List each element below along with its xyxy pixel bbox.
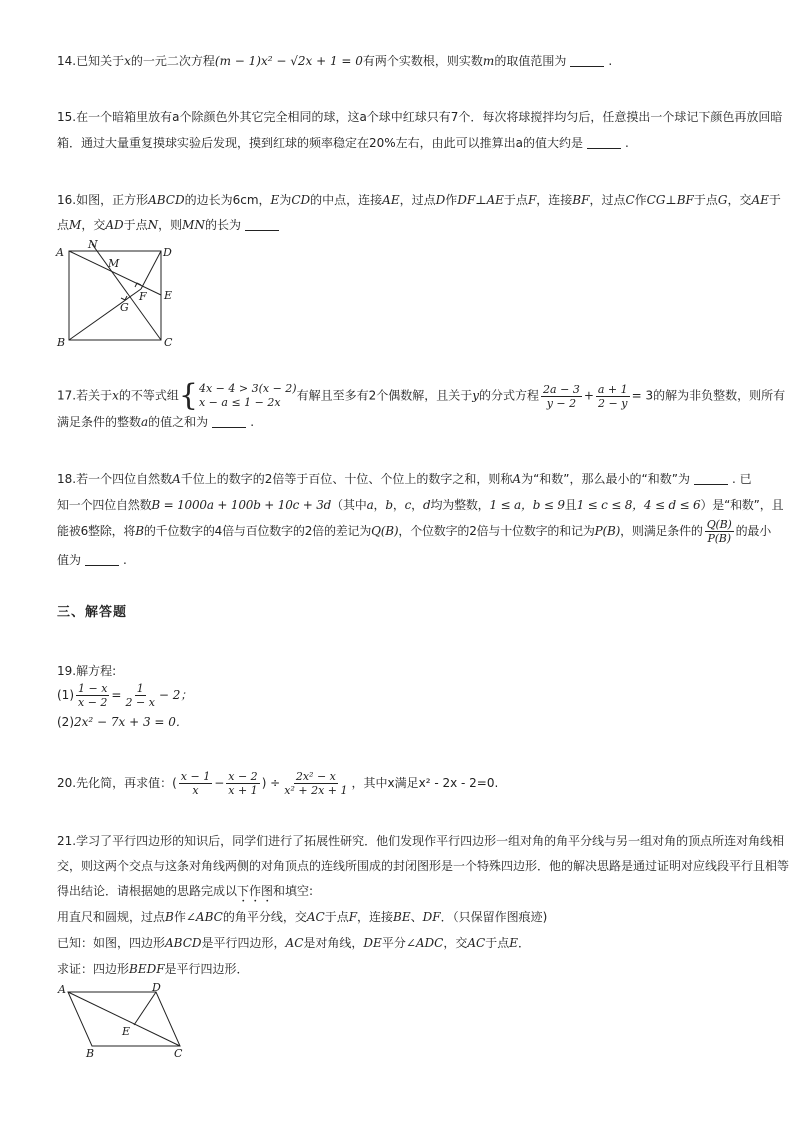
text: 有解且至多有2个偶数解，且关于	[296, 388, 473, 403]
text: 是对角线，	[303, 936, 364, 950]
text: 17.若关于	[57, 388, 113, 403]
var: P(B)	[594, 524, 621, 538]
segment-df	[141, 251, 161, 289]
text: .	[123, 553, 127, 567]
question-19-part1	[57, 680, 192, 710]
question-18-line3	[57, 515, 771, 547]
text: 的一元二次方程	[130, 54, 215, 68]
text: 有两个实数根，则实数	[362, 54, 483, 68]
var: c	[404, 498, 412, 512]
text: 的长为	[204, 218, 241, 232]
row: x − a ≤ 1 − 2x	[198, 396, 281, 409]
var: ABCD	[148, 193, 185, 207]
text: 能被6整除，将	[57, 524, 136, 538]
text: 于点	[324, 910, 349, 924]
text: 16.如图，正方形	[57, 193, 149, 207]
label-d: D	[152, 981, 161, 994]
text: 的千位数字的4倍与百位数字的2倍的差记为	[143, 524, 372, 538]
square-figure	[54, 238, 184, 350]
var: A	[512, 472, 522, 486]
text: 20.先化简，再求值：(	[57, 776, 177, 790]
question-21-line1: 21.学习了平行四边形的知识后，同学们进行了拓展性研究．他们发现作平行四边形一组对角的角平分线与另一组对角的顶点所连对角线相	[57, 834, 785, 848]
numerator: 1 − x	[78, 682, 108, 695]
fraction-q-over-p	[705, 518, 734, 545]
text: ，连接	[357, 910, 394, 924]
text: ．	[518, 936, 531, 950]
label-d: D	[163, 246, 172, 259]
label-a: A	[58, 983, 66, 996]
denominator: 2 − y	[598, 396, 628, 410]
text: 均为整数，	[430, 498, 490, 512]
text: 的分式方程	[479, 388, 540, 403]
var: D	[435, 193, 446, 207]
text: 知一个四位自然数	[57, 498, 152, 512]
fraction	[179, 770, 212, 797]
denominator: x + 1	[228, 784, 258, 797]
var: AC	[285, 936, 304, 950]
text: 于点	[503, 193, 528, 207]
equation: 2x² − 7x + 3 = 0．	[74, 715, 188, 729]
question-14	[57, 52, 612, 70]
question-17-line1	[57, 378, 786, 413]
text: ，其中x满足x² - 2x - 2=0.	[351, 776, 499, 790]
right-angle-f	[135, 283, 141, 287]
fraction	[541, 383, 582, 410]
var: CD	[291, 193, 311, 207]
text: 是平行四边形，	[201, 936, 286, 950]
text: 千位上的数字的2倍等于百位、十位、个位上的数字之和，则称	[180, 472, 513, 486]
inequality-system	[178, 378, 297, 413]
label-m: M	[108, 257, 120, 270]
question-15-line2	[57, 134, 629, 152]
question-21-line2: 交，则这两个交点与这条对角线两侧的对角顶点的连线所围成的封闭图形是一个特殊四边形．他的解决思路是通过证明对应线段平行且相等	[57, 859, 790, 873]
answer-blank[interactable]	[212, 415, 246, 428]
text: ，连接	[536, 193, 573, 207]
var: E	[270, 193, 280, 207]
var: x	[112, 388, 119, 403]
answer-blank[interactable]	[245, 218, 279, 231]
numerator: 1	[136, 682, 144, 695]
answer-blank[interactable]	[570, 54, 604, 67]
var: BF	[572, 193, 590, 207]
text: 为“和数”，那么最小的“和数”为	[521, 472, 690, 486]
fraction	[76, 682, 109, 709]
var: 1 ≤ a，b ≤ 9	[489, 498, 565, 512]
text: − 2；	[158, 688, 193, 702]
numerator: 2x² − x	[295, 770, 336, 783]
text: 的取值范围为	[494, 54, 567, 68]
var: x	[124, 54, 131, 68]
brace-glyph: {	[178, 378, 198, 413]
text: 平分	[381, 936, 406, 950]
question-15-line1: 15.在一个暗箱里放有a个除颜色外其它完全相同的球，这a个球中红球只有7个．每次将球搅拌均匀后，任意摸出一个球记下颜色再放回暗	[57, 110, 783, 124]
text: 于点	[485, 936, 510, 950]
text: 求证：四边形	[57, 962, 130, 976]
text: 作	[634, 193, 647, 207]
fraction	[282, 770, 349, 797]
question-21-line3	[57, 882, 313, 905]
text: 14.已知关于	[57, 54, 125, 68]
question-21-line5	[57, 934, 530, 952]
text: ，交	[443, 936, 468, 950]
segment-cn	[92, 244, 161, 340]
var: N	[147, 218, 159, 232]
text: 是平行四边形．	[164, 962, 249, 976]
var: AE	[751, 193, 769, 207]
text: 、	[410, 910, 423, 924]
var: G	[717, 193, 728, 207]
segment-de	[134, 992, 156, 1025]
question-20	[57, 767, 498, 799]
text: ）是“和数”，且	[700, 498, 784, 512]
text: 于	[768, 193, 781, 207]
text: 满足条件的整数	[57, 415, 142, 429]
var: B	[165, 910, 174, 924]
text: 的中点，连接	[310, 193, 383, 207]
text: ，过点	[399, 193, 436, 207]
parallelogram-figure	[54, 980, 194, 1062]
label-a: A	[56, 246, 64, 259]
var: E	[509, 936, 519, 950]
text: 作	[173, 910, 186, 924]
row: 4x − 4 > 3(x − 2)	[198, 382, 297, 395]
var: C	[625, 193, 635, 207]
text: ．（只保留作图痕迹)	[440, 910, 548, 924]
text: ，	[373, 498, 386, 512]
label-e: E	[164, 289, 173, 302]
question-16-line2	[57, 216, 283, 234]
equation: (m − 1)x² − √2x + 1 = 0	[214, 54, 363, 68]
text: ，	[411, 498, 423, 512]
question-19-title: 19.解方程:	[57, 664, 117, 678]
var: MN	[182, 218, 205, 232]
var: AC	[467, 936, 486, 950]
var: b	[385, 498, 393, 512]
text: ，过点	[589, 193, 626, 207]
text: 和填空:	[273, 884, 314, 898]
var: ∠ADC	[405, 936, 444, 950]
var: d	[422, 498, 431, 512]
text: (2)	[57, 715, 74, 729]
text: .	[250, 415, 255, 429]
text: 用直尺和圆规，过点	[57, 910, 166, 924]
operator: =	[111, 688, 122, 702]
text: 的边长为6cm，	[184, 193, 271, 207]
var: M	[69, 218, 82, 232]
text: 的值之和为	[148, 415, 209, 429]
fraction	[226, 770, 259, 797]
text: 为	[279, 193, 292, 207]
var: Q(B)	[371, 524, 399, 538]
var: a	[141, 415, 149, 429]
var: a	[366, 498, 374, 512]
var: AC	[306, 910, 325, 924]
operator: −	[214, 776, 225, 790]
text: ，交	[727, 193, 752, 207]
text: ，个位数字的2倍与十位数字的和记为	[398, 524, 595, 538]
var: DF⊥AE	[457, 193, 504, 207]
text: 的不等式组	[118, 388, 179, 403]
question-18-line2	[57, 496, 783, 514]
numerator: 2a − 3	[543, 382, 580, 396]
question-21-line6	[57, 960, 249, 978]
label-b: B	[86, 1047, 95, 1060]
text: .	[625, 136, 629, 150]
text: 的最小	[735, 524, 772, 538]
text: ，则满足条件的	[620, 524, 703, 538]
denominator: x − 2	[78, 696, 108, 709]
var: F	[527, 193, 537, 207]
var: AE	[382, 193, 400, 207]
text: 且	[564, 498, 577, 512]
text: (1)	[57, 688, 74, 702]
fraction	[123, 682, 156, 709]
var: 1 ≤ c ≤ 8，4 ≤ d ≤ 6	[576, 498, 701, 512]
label-c: C	[164, 336, 173, 349]
text: 已知：如图，四边形	[57, 936, 166, 950]
text: 点	[57, 218, 70, 232]
numerator: x − 1	[180, 770, 211, 783]
text: 18.若一个四位自然数	[57, 472, 173, 486]
numerator: Q(B)	[706, 518, 732, 531]
denominator: y − 2	[546, 396, 577, 410]
label-n: N	[88, 238, 98, 251]
text: ，	[392, 498, 405, 512]
var: AD	[105, 218, 124, 232]
fraction	[596, 383, 630, 410]
var: B = 1000a + 100b + 10c + 3d	[151, 498, 332, 512]
var: ABCD	[165, 936, 202, 950]
text: ，则	[158, 218, 183, 232]
text: ) ÷	[261, 776, 281, 790]
question-21-line4	[57, 908, 547, 926]
denominator: x² + 2x + 1	[284, 784, 348, 797]
section-heading: 三、解答题	[57, 605, 128, 620]
text: 的角平分线，交	[222, 910, 307, 924]
var: y	[472, 388, 480, 403]
var: F	[348, 910, 358, 924]
denominator: 2 − x	[125, 696, 155, 709]
operator: +	[583, 388, 594, 403]
question-19-part2	[57, 713, 188, 731]
denominator: P(B)	[707, 532, 731, 545]
text: 于点	[693, 193, 718, 207]
text: （其中	[331, 498, 367, 512]
var: m	[482, 54, 495, 68]
var: ∠ABC	[185, 910, 223, 924]
numerator: x − 2	[228, 770, 258, 783]
denominator: x	[192, 784, 199, 797]
text: 作	[445, 193, 458, 207]
var: BE	[393, 910, 411, 924]
text: 箱．通过大量重复摸球实验后发现，摸到红球的频率稳定在20%左右，由此可以推算出a的值大约是	[57, 136, 584, 150]
text: ，交	[81, 218, 106, 232]
var: B	[135, 524, 144, 538]
label-c: C	[174, 1047, 183, 1060]
text: . 已	[731, 472, 752, 486]
label-g: G	[120, 301, 129, 314]
label-e: E	[122, 1025, 131, 1038]
text: 值为	[57, 553, 82, 567]
question-17-line2	[57, 413, 254, 431]
var: DE	[363, 936, 382, 950]
var: BEDF	[129, 962, 165, 976]
emphasized-text: 下作图	[237, 884, 274, 898]
label-f: F	[139, 290, 147, 303]
text: 于点	[123, 218, 148, 232]
question-16-line1	[57, 191, 781, 209]
label-b: B	[57, 336, 66, 349]
question-18-line1	[57, 470, 752, 488]
answer-blank[interactable]	[85, 553, 119, 566]
var: CG⊥BF	[646, 193, 694, 207]
var: A	[172, 472, 181, 486]
question-18-line4	[57, 551, 127, 569]
answer-blank[interactable]	[694, 472, 728, 485]
text: 得出结论．请根据她的思路完成以	[57, 884, 238, 898]
text: .	[608, 54, 613, 68]
text: = 3的解为非负整数，则所有	[631, 388, 786, 403]
answer-blank[interactable]	[587, 136, 621, 149]
numerator: a + 1	[597, 382, 628, 396]
var: DF	[422, 910, 441, 924]
